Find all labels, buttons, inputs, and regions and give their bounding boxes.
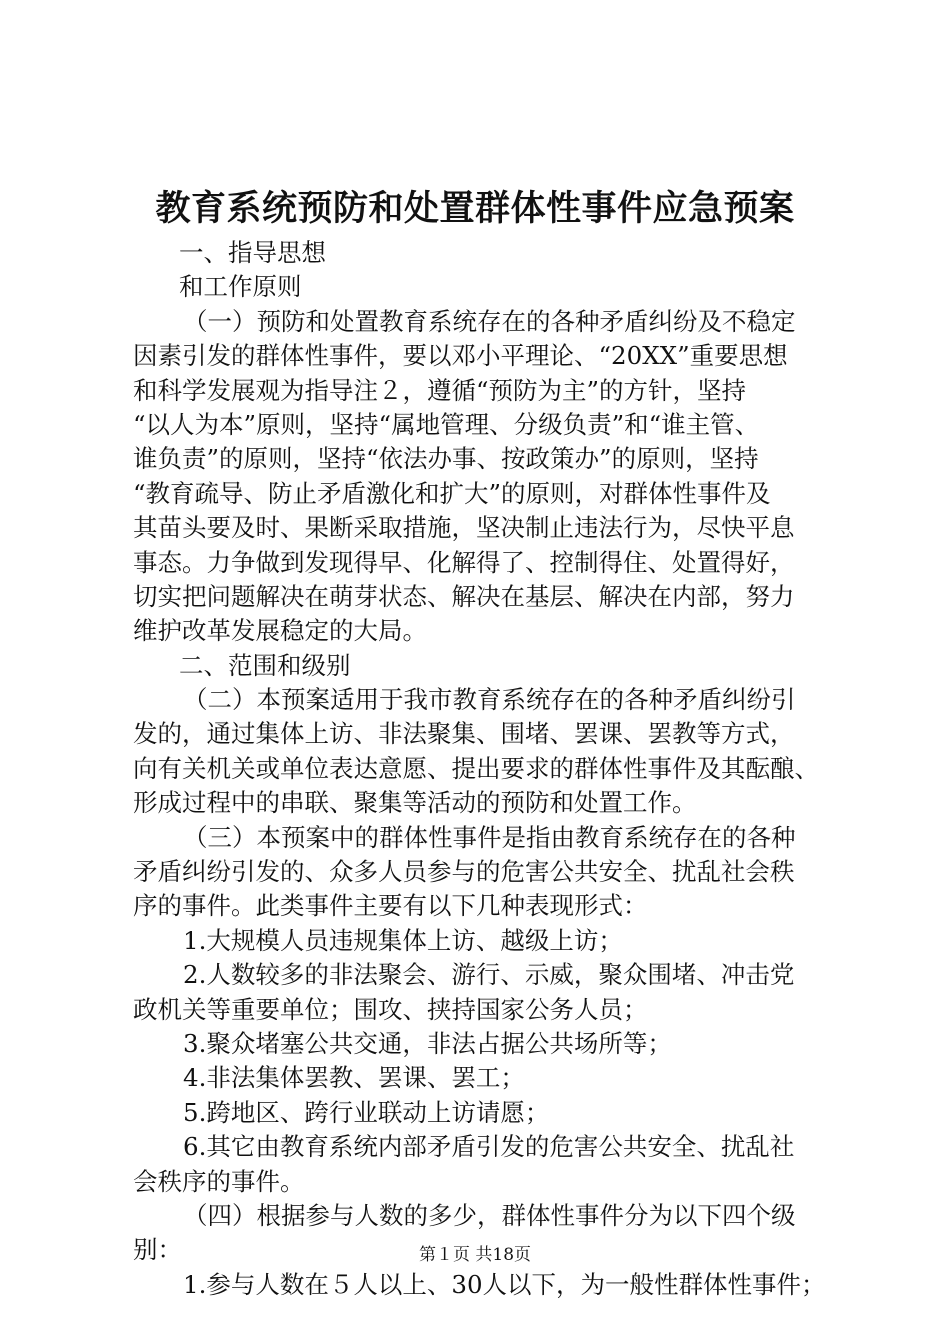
paragraph-line: 5.跨地区、跨行业联动上访请愿； — [183, 1097, 550, 1127]
document-body — [133, 236, 833, 1302]
paragraph-line: 别： — [133, 1235, 182, 1265]
paragraph-line: 1.大规模人员违规集体上访、越级上访； — [183, 925, 623, 955]
paragraph-line: 3.聚众堵塞公共交通，非法占据公共场所等； — [183, 1028, 672, 1058]
paragraph-line: 发的，通过集体上访、非法聚集、围堵、罢课、罢教等方式， — [133, 719, 795, 749]
paragraph-line: 会秩序的事件。 — [133, 1166, 305, 1196]
paragraph-line: （四）根据参与人数的多少，群体性事件分为以下四个级 — [183, 1200, 796, 1230]
paragraph-line: （一）预防和处置教育系统存在的各种矛盾纠纷及不稳定 — [183, 306, 796, 336]
paragraph-line: 和科学发展观为指导注２，遵循“预防为主”的方针，坚持 — [133, 375, 747, 405]
paragraph-line: 和工作原则 — [179, 272, 302, 302]
paragraph-line: “以人为本”原则，坚持“属地管理、分级负责”和“谁主管、 — [133, 409, 760, 439]
document-title: 教育系统预防和处置群体性事件应急预案 — [155, 189, 795, 229]
paragraph-line: 一、指导思想 — [179, 238, 326, 267]
paragraph-line: 政机关等重要单位；围攻、挟持国家公务人员； — [133, 994, 648, 1024]
paragraph-line: 维护改革发展稳定的大局。 — [133, 616, 427, 646]
paragraph-line: “教育疏导、防止矛盾激化和扩大”的原则，对群体性事件及 — [133, 478, 771, 508]
paragraph-line: （二）本预案适用于我市教育系统存在的各种矛盾纠纷引 — [183, 685, 796, 715]
paragraph-line: 其苗头要及时、果断采取措施，坚决制止违法行为，尽快平息 — [133, 513, 795, 543]
paragraph-line: 序的事件。此类事件主要有以下几种表现形式： — [133, 891, 648, 921]
page-total: 共18页 — [475, 1245, 532, 1265]
paragraph-line: 谁负责”的原则，坚持“依法办事、按政策办”的原则，坚持 — [133, 444, 759, 474]
paragraph-line: 事态。力争做到发现得早、化解得了、控制得住、处置得好， — [133, 547, 795, 577]
page-footer — [0, 1244, 950, 1266]
page-number: 第１页 — [418, 1245, 470, 1265]
paragraph-line: 二、范围和级别 — [179, 650, 351, 680]
paragraph-line: 1.参与人数在５人以上、30人以下，为一般性群体性事件； — [183, 1269, 826, 1299]
paragraph-line: 形成过程中的串联、聚集等活动的预防和处置工作。 — [133, 788, 697, 818]
paragraph-line: 4.非法集体罢教、罢课、罢工； — [183, 1063, 525, 1093]
paragraph-line: 6.其它由教育系统内部矛盾引发的危害公共安全、扰乱社 — [183, 1132, 795, 1162]
paragraph-line: 切实把问题解决在萌芽状态、解决在基层、解决在内部，努力 — [133, 581, 795, 611]
paragraph-line: 因素引发的群体性事件，要以邓小平理论、“20XX”重要思想 — [133, 341, 788, 371]
paragraph-line: （三）本预案中的群体性事件是指由教育系统存在的各种 — [183, 822, 796, 852]
paragraph-line: 向有关机关或单位表达意愿、提出要求的群体性事件及其酝酿、 — [133, 753, 819, 783]
paragraph-line: 矛盾纠纷引发的、众多人员参与的危害公共安全、扰乱社会秩 — [133, 857, 795, 887]
paragraph-line: 2.人数较多的非法聚会、游行、示威，聚众围堵、冲击党 — [183, 960, 795, 990]
